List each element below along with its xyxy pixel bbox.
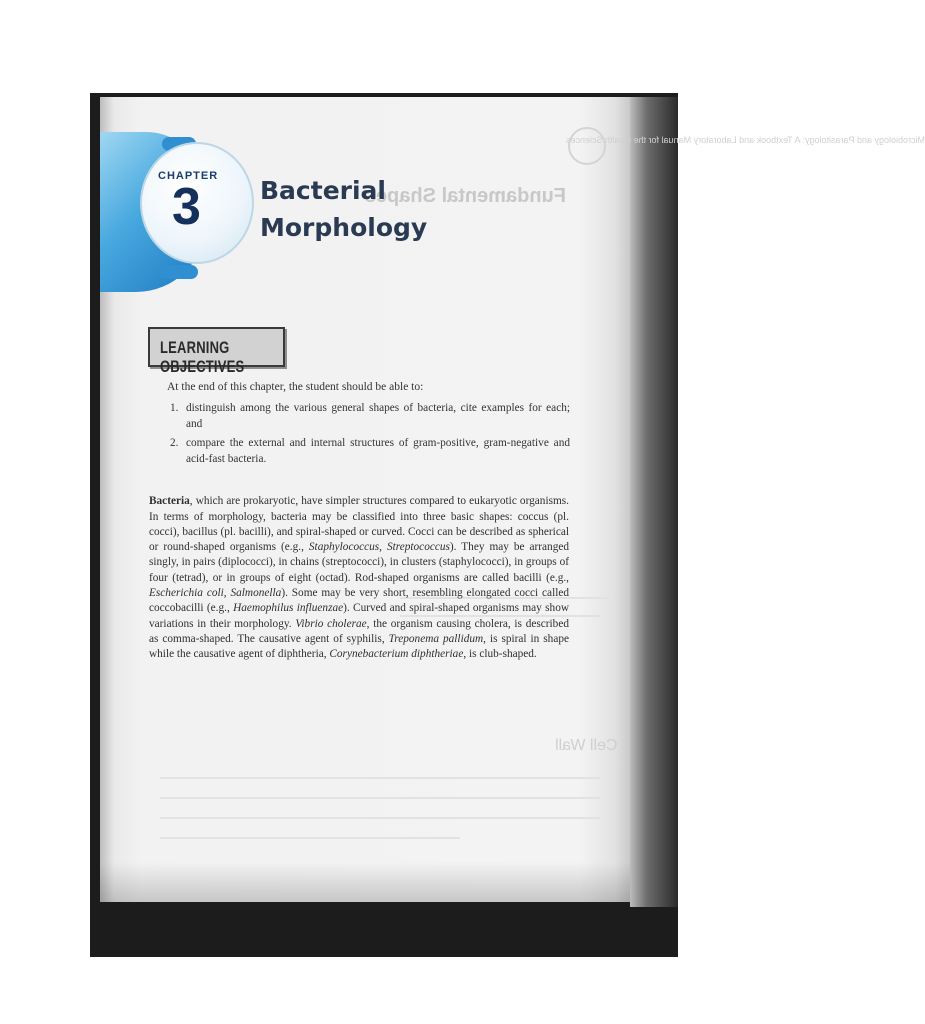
text-run: , which are prokaryotic, have simpler structures compared to eukaryotic organisms. In terms of morphology, bacteria may be classified into three basic shapes: coccus (pl. cocci), bacillus (pl. bacilli), and spiral-shaped or curved. Cocci can be described as spherical or round-shaped organisms (e.g., xyxy=(149,495,569,554)
species-name: Corynebacterium diphtheriae xyxy=(329,648,464,661)
list-item xyxy=(170,400,570,432)
learning-objectives-box xyxy=(148,327,285,376)
species-name: Escherichia coli, Salmonella xyxy=(149,587,282,600)
objectives-list xyxy=(170,400,570,470)
chapter-title-line2: Morphology xyxy=(260,213,428,242)
objective-text: compare the external and internal structures of gram-positive, gram-negative and acid-fast bacteria. xyxy=(186,437,570,465)
text-run: , is club-shaped. xyxy=(463,648,537,661)
species-name: Vibrio cholerae xyxy=(295,617,367,630)
bleed-line xyxy=(160,817,600,819)
objective-text: distinguish among the various general shapes of bacteria, cite examples for each; and xyxy=(186,402,570,430)
glove-finger xyxy=(158,265,198,279)
list-item xyxy=(170,435,570,467)
bleed-title: Fundamental Shapes xyxy=(364,185,566,207)
page-edge-shadow xyxy=(630,97,678,907)
bleed-line xyxy=(160,777,600,779)
bleed-line xyxy=(160,837,460,839)
learning-objectives-heading: LEARNING OBJECTIVES xyxy=(160,338,245,376)
bleed-seal xyxy=(568,127,606,165)
body-paragraph xyxy=(149,494,569,662)
book-page xyxy=(100,97,925,902)
text-run: ). Curved and spiral-shaped organisms may show variations in their morphology. xyxy=(149,602,569,630)
bleed-subhead: Cell Wall xyxy=(555,737,618,754)
species-name: Treponema pallidum xyxy=(388,632,484,645)
page-bottom-shadow xyxy=(100,862,630,902)
chapter-title xyxy=(260,172,427,246)
text-run: ). They may be arranged singly, in pairs (diplococci), in chains (streptococci), in clusters (staphylococci), in groups of four (tetrad), or in groups of eight (octad). Rod-shaped organisms are called bacilli (e.g., xyxy=(149,541,570,584)
term-bacteria: Bacteria xyxy=(149,495,190,508)
species-name: Staphylococcus, Streptococcus xyxy=(308,541,450,554)
objective-number: 2. xyxy=(170,437,179,449)
chapter-title-line1: Bacterial xyxy=(260,176,386,205)
bleed-header: Microbiology and Parasitology: A Textbook and Laboratory Manual for the Health Sciences xyxy=(566,135,925,145)
text-run: ). Some may be very short, resembling elongated cocci called coccobacilli (e.g., xyxy=(149,587,570,615)
chapter-number: 3 xyxy=(172,178,201,236)
text-run: , the organism causing cholera, is described as comma-shaped. The causative agent of syphilis, xyxy=(149,617,569,645)
text-run: , is spiral in shape while the causative agent of diphtheria, xyxy=(149,632,569,661)
species-name: Haemophilus influenzae xyxy=(233,602,344,615)
bleed-line xyxy=(160,797,600,799)
objectives-intro: At the end of this chapter, the student should be able to: xyxy=(167,381,424,393)
objective-number: 1. xyxy=(170,402,179,414)
chapter-label: CHAPTER xyxy=(158,170,219,182)
